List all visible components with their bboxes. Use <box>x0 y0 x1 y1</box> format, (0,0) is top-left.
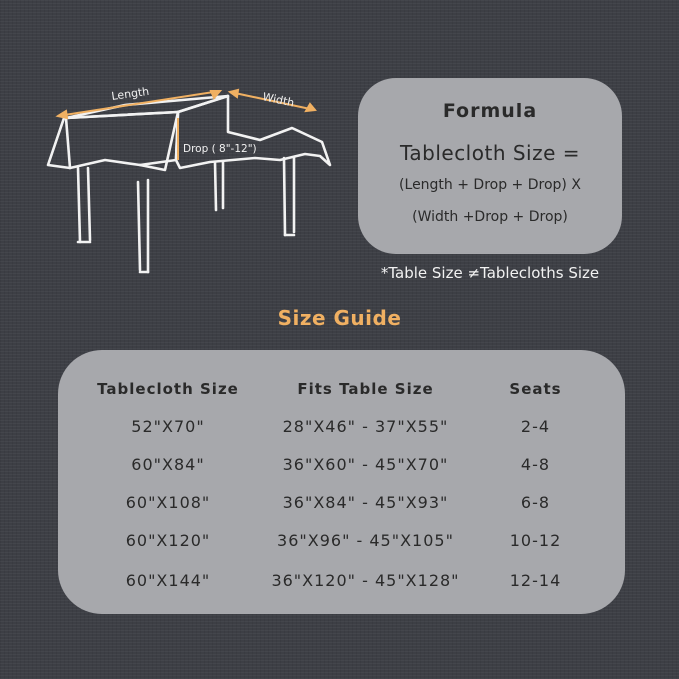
header-seats: Seats <box>509 380 562 398</box>
row-4-tablecloth-size: 60"X120" <box>125 531 211 550</box>
row-1-fits-table-size: 28"X46" - 37"X55" <box>282 417 449 436</box>
row-2-seats: 4-8 <box>520 455 551 474</box>
size-note: *Table Size ≠Tablecloths Size <box>380 264 600 282</box>
length-label: Length <box>110 84 151 103</box>
formula-line-3: (Width +Drop + Drop) <box>412 209 568 225</box>
formula-line-2: (Length + Drop + Drop) X <box>399 177 581 193</box>
row-3-fits-table-size: 36"X84" - 45"X93" <box>282 493 449 512</box>
header-fits-table-size: Fits Table Size <box>297 380 434 398</box>
formula-title: Formula <box>442 100 538 122</box>
size-table <box>58 350 625 614</box>
row-4-seats: 10-12 <box>509 531 562 550</box>
size-guide-title: Size Guide <box>277 306 402 330</box>
row-4-fits-table-size: 36"X96" - 45"X105" <box>277 531 454 550</box>
row-3-seats: 6-8 <box>520 493 551 512</box>
row-2-fits-table-size: 36"X60" - 45"X70" <box>282 455 449 474</box>
row-1-seats: 2-4 <box>520 417 551 436</box>
width-label: Width <box>261 90 296 110</box>
row-5-seats: 12-14 <box>509 571 562 590</box>
row-5-tablecloth-size: 60"X144" <box>125 571 211 590</box>
row-1-tablecloth-size: 52"X70" <box>131 417 205 436</box>
header-tablecloth-size: Tablecloth Size <box>97 380 239 398</box>
tablecloth-diagram <box>30 70 350 290</box>
formula-card <box>358 78 622 254</box>
row-2-tablecloth-size: 60"X84" <box>131 455 205 474</box>
formula-line-1: Tablecloth Size = <box>399 141 581 165</box>
row-3-tablecloth-size: 60"X108" <box>125 493 211 512</box>
drop-label: Drop ( 8"-12") <box>183 143 257 155</box>
row-5-fits-table-size: 36"X120" - 45"X128" <box>271 571 460 590</box>
